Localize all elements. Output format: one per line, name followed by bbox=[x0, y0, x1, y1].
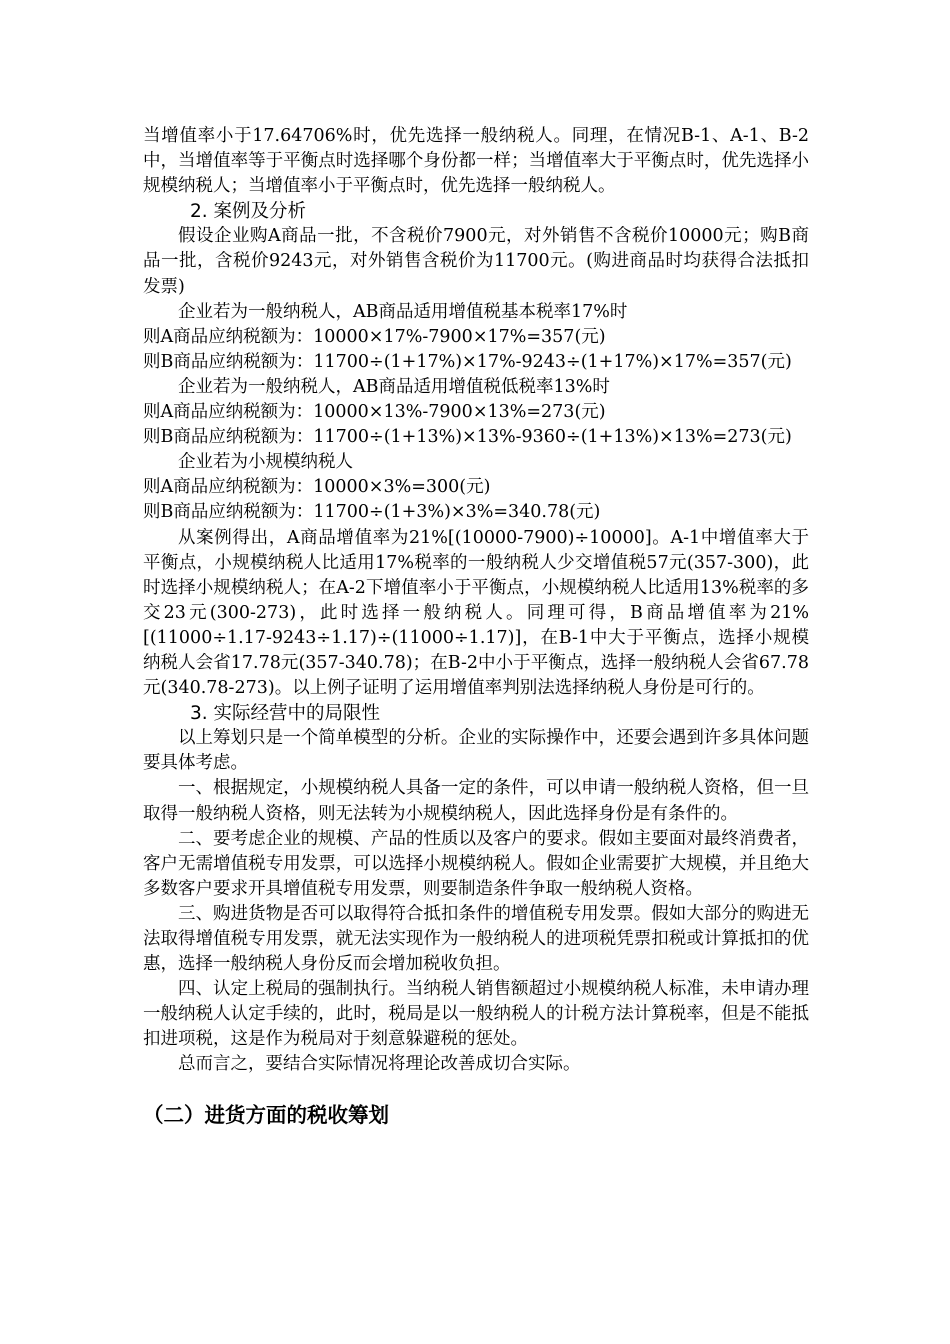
paragraph-result: 从案例得出，A商品增值率为21%[(10000-7900)÷10000]。A-1中增值率大于平衡点，小规模纳税人比适用17%税率的一般纳税人少交增值税57元(357-300)，此时选择小规模纳税人；在A-2下增值率小于平衡点，小规模纳税人比适用13%税率的多交23元(300-273)，此时选择一般纳税人。同理可得，B商品增值率为21%[(11000÷1.17-9243÷1.17)÷(11000÷1.17)]，在B-1中大于平衡点，选择小规模纳税人会省17.78元(357-340.78)；在B-2中小于平衡点，选择一般纳税人会省67.78元(340.78-273)。以上例子证明了运用增值率判别法选择纳税人身份是可行的。 bbox=[143, 527, 809, 699]
paragraph-point-one: 一、根据规定，小规模纳税人具备一定的条件，可以申请一般纳税人资格，但一旦取得一般纳税人资格，则无法转为小规模纳税人，因此选择身份是有条件的。 bbox=[143, 778, 809, 824]
case-line-b-3: 则B商品应纳税额为：11700÷(1+3%)×3%=340.78(元) bbox=[143, 502, 601, 523]
paragraph-limitations: 以上筹划只是一个简单模型的分析。企业的实际操作中，还要会遇到许多具体问题要具体考虑。 bbox=[143, 728, 809, 774]
case-line-general-17: 企业若为一般纳税人，AB商品适用增值税基本税率17%时 bbox=[178, 301, 628, 322]
paragraph-point-two: 二、要考虑企业的规模、产品的性质以及客户的要求。假如主要面对最终消费者，客户无需增值税专用发票，可以选择小规模纳税人。假如企业需要扩大规模，并且绝大多数客户要求开具增值税专用发票，则要制造条件争取一般纳税人资格。 bbox=[143, 828, 809, 899]
case-line-small-scale: 企业若为小规模纳税人 bbox=[178, 452, 353, 473]
paragraph-case: 假设企业购A商品一批，不含税价7900元，对外销售不含税价10000元；购B商品一批，含税价9243元，对外销售含税价为11700元。(购进商品时均获得合法抵扣发票) bbox=[143, 226, 809, 297]
paragraph-point-three: 三、购进货物是否可以取得符合抵扣条件的增值税专用发票。假如大部分的购进无法取得增值税专用发票，就无法实现作为一般纳税人的进项税凭票扣税或计算抵扣的优惠，选择一般纳税人身份反而会增加税收负担。 bbox=[143, 903, 809, 975]
paragraph-intro: 当增值率小于17.64706%时，优先选择一般纳税人。同理，在情况B-1、A-1、B-2中，当增值率等于平衡点时选择哪个身份都一样；当增值率大于平衡点时，优先选择小规模纳税人；当增值率小于平衡点时，优先选择一般纳税人。 bbox=[143, 126, 809, 197]
document-body bbox=[143, 124, 809, 1130]
paragraph-summary: 总而言之，要结合实际情况将理论改善成切合实际。 bbox=[178, 1054, 581, 1075]
paragraph-point-four: 四、认定上税局的强制执行。当纳税人销售额超过小规模纳税人标准，未申请办理一般纳税人认定手续的，此时，税局是以一般纳税人的计税方法计算税率，但是不能抵扣进项税，这是作为税局对于刻意躲避税的惩处。 bbox=[143, 979, 809, 1050]
section-heading-purchasing: （二）进货方面的税收筹划 bbox=[143, 1102, 389, 1127]
case-line-b-13: 则B商品应纳税额为：11700÷(1+13%)×13%-9360÷(1+13%)×13%=273(元) bbox=[143, 427, 792, 448]
heading-limitations: 3. 实际经营中的局限性 bbox=[190, 703, 381, 725]
case-line-a-17: 则A商品应纳税额为：10000×17%-7900×17%=357(元) bbox=[143, 326, 606, 347]
case-line-b-17: 则B商品应纳税额为：11700÷(1+17%)×17%-9243÷(1+17%)×17%=357(元) bbox=[143, 351, 792, 372]
case-line-general-13: 企业若为一般纳税人，AB商品适用增值税低税率13%时 bbox=[178, 376, 610, 397]
heading-case-analysis: 2. 案例及分析 bbox=[190, 201, 307, 223]
case-line-a-13: 则A商品应纳税额为：10000×13%-7900×13%=273(元) bbox=[143, 402, 606, 423]
case-line-a-3: 则A商品应纳税额为：10000×3%=300(元) bbox=[143, 477, 491, 498]
